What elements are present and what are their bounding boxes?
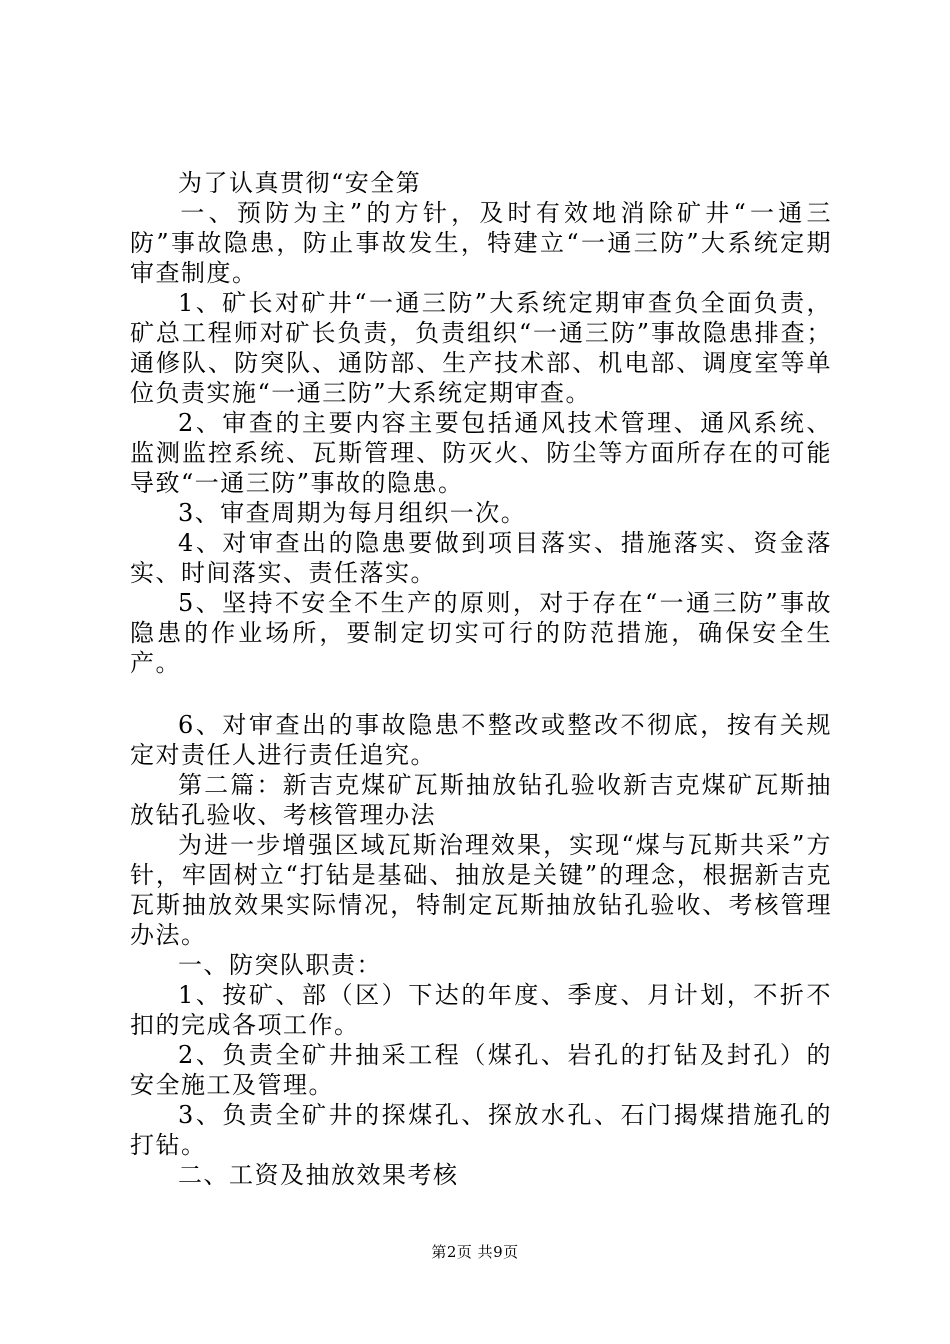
- paragraph-item-2: 2、审查的主要内容主要包括通风技术管理、通风系统、监测监控系统、瓦斯管理、防灭火、防尘等方面所存在的可能导致“一通三防”事故的隐患。: [130, 409, 832, 497]
- section-heading-wages: 二、工资及抽放效果考核: [178, 1161, 459, 1189]
- paragraph-intro-continued: 一、预防为主”的方针，及时有效地消除矿井“一通三防”事故隐患，防止事故发生，特建立“一通三防”大系统定期审查制度。: [130, 199, 832, 287]
- paragraph-intro: 为了认真贯彻“安全第: [178, 169, 422, 197]
- section-heading-part-two: 第二篇：新吉克煤矿瓦斯抽放钻孔验收新吉克煤矿瓦斯抽放钻孔验收、考核管理办法: [130, 771, 832, 829]
- paragraph-purpose: 为进一步增强区域瓦斯治理效果，实现“煤与瓦斯共采”方针，牢固树立“打钻是基础、抽放是关键”的理念，根据新吉克瓦斯抽放效果实际情况，特制定瓦斯抽放钻孔验收、考核管理办法。: [130, 831, 832, 949]
- paragraph-item-6: 6、对审查出的事故隐患不整改或整改不彻底，按有关规定对责任人进行责任追究。: [130, 711, 832, 769]
- paragraph-item-3: 3、审查周期为每月组织一次。: [178, 499, 527, 527]
- paragraph-item-1: 1、矿长对矿井“一通三防”大系统定期审查负全面负责，矿总工程师对矿长负责，负责组织“一通三防”事故隐患排查；通修队、防突队、通防部、生产技术部、机电部、调度室等单位负责实施“一通三防”大系统定期审查。: [130, 289, 832, 407]
- section-heading-duties: 一、防突队职责：: [178, 951, 382, 979]
- paragraph-duty-3: 3、负责全矿井的探煤孔、探放水孔、石门揭煤措施孔的打钻。: [130, 1101, 832, 1159]
- paragraph-duty-2: 2、负责全矿井抽采工程（煤孔、岩孔的打钻及封孔）的安全施工及管理。: [130, 1041, 832, 1099]
- page-number-footer: 第2页 共9页: [431, 1243, 519, 1261]
- paragraph-duty-1: 1、按矿、部（区）下达的年度、季度、月计划，不折不扣的完成各项工作。: [130, 981, 832, 1039]
- paragraph-item-4: 4、对审查出的隐患要做到项目落实、措施落实、资金落实、时间落实、责任落实。: [130, 529, 832, 587]
- document-body: [130, 168, 832, 1190]
- paragraph-item-5: 5、坚持不安全不生产的原则，对于存在“一通三防”事故隐患的作业场所，要制定切实可行的防范措施，确保安全生产。: [130, 589, 832, 677]
